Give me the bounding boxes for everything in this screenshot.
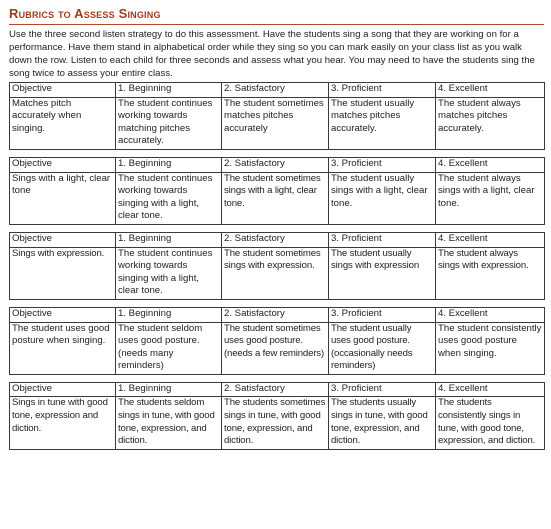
header-excellent: 4. Excellent (436, 307, 545, 322)
header-objective: Objective (10, 232, 116, 247)
excellent-cell: The student always sings with a light, clear tone. (436, 172, 545, 224)
excellent-cell: The student always matches pitches accurately. (436, 97, 545, 149)
rubric-table-posture (9, 307, 545, 375)
intro-paragraph: Use the three second listen strategy to do this assessment. Have the students sing a song that they are working on for a performance. Have them stand in alphabetical order while they sing so you can mark easily on your class list as you walk down the row. Listen to each child for three seconds and assess what you hear. You may need to have the students sing the song twice to assess your entire class. (9, 29, 535, 79)
header-objective: Objective (10, 382, 116, 397)
objective-cell: Matches pitch accurately when singing. (10, 97, 116, 149)
rubric-criteria-row (10, 172, 545, 224)
beginning-cell: The student continues working towards singing with a light, clear tone. (116, 172, 222, 224)
header-satisfactory: 2. Satisfactory (222, 382, 329, 397)
satisfactory-cell: The student sometimes matches pitches accurately (222, 97, 329, 149)
rubric-criteria-row (10, 97, 545, 149)
page-header (9, 6, 544, 25)
header-beginning: 1. Beginning (116, 382, 222, 397)
proficient-cell: The student usually matches pitches accurately. (329, 97, 436, 149)
satisfactory-cell: The student sometimes sings with expression. (222, 247, 329, 299)
rubric-table-tone (9, 157, 545, 225)
header-beginning: 1. Beginning (116, 157, 222, 172)
excellent-cell: The students consistently sings in tune, with good tone, expression, and diction. (436, 397, 545, 449)
proficient-cell: The students usually sings in tune, with good tone, expression, and diction. (329, 397, 436, 449)
rubric-header-row (10, 232, 545, 247)
header-beginning: 1. Beginning (116, 307, 222, 322)
rubric-table-pitch (9, 82, 545, 150)
objective-cell: Sings in tune with good tone, expression and diction. (10, 397, 116, 449)
header-excellent: 4. Excellent (436, 83, 545, 98)
proficient-cell: The student usually sings with a light, clear tone. (329, 172, 436, 224)
rubric-header-row (10, 83, 545, 98)
satisfactory-cell: The students sometimes sings in tune, with good tone, expression, and diction. (222, 397, 329, 449)
excellent-cell: The student always sings with expression. (436, 247, 545, 299)
rubric-page (9, 6, 544, 457)
header-proficient: 3. Proficient (329, 382, 436, 397)
header-proficient: 3. Proficient (329, 157, 436, 172)
objective-cell: The student uses good posture when singing. (10, 322, 116, 374)
header-excellent: 4. Excellent (436, 382, 545, 397)
header-excellent: 4. Excellent (436, 232, 545, 247)
header-excellent: 4. Excellent (436, 157, 545, 172)
beginning-cell: The student continues working towards singing with a light, clear tone. (116, 247, 222, 299)
rubric-table-overall (9, 382, 545, 450)
beginning-cell: The student continues working towards matching pitches accurately. (116, 97, 222, 149)
page-title: Rubrics to Assess Singing (9, 6, 161, 21)
header-satisfactory: 2. Satisfactory (222, 232, 329, 247)
excellent-cell: The student consistently uses good posture when singing. (436, 322, 545, 374)
objective-cell: Sings with a light, clear tone (10, 172, 116, 224)
header-objective: Objective (10, 83, 116, 98)
rubric-header-row (10, 382, 545, 397)
header-satisfactory: 2. Satisfactory (222, 157, 329, 172)
rubric-header-row (10, 157, 545, 172)
header-proficient: 3. Proficient (329, 232, 436, 247)
header-satisfactory: 2. Satisfactory (222, 307, 329, 322)
beginning-cell: The student seldom uses good posture. (needs many reminders) (116, 322, 222, 374)
rubric-criteria-row (10, 322, 545, 374)
header-objective: Objective (10, 157, 116, 172)
rubric-header-row (10, 307, 545, 322)
rubric-criteria-row (10, 247, 545, 299)
header-beginning: 1. Beginning (116, 83, 222, 98)
proficient-cell: The student usually sings with expression (329, 247, 436, 299)
proficient-cell: The student usually uses good posture. (occasionally needs reminders) (329, 322, 436, 374)
objective-cell: Sings with expression. (10, 247, 116, 299)
header-objective: Objective (10, 307, 116, 322)
header-beginning: 1. Beginning (116, 232, 222, 247)
header-satisfactory: 2. Satisfactory (222, 83, 329, 98)
satisfactory-cell: The student sometimes uses good posture. (needs a few reminders) (222, 322, 329, 374)
beginning-cell: The students seldom sings in tune, with good tone, expression, and diction. (116, 397, 222, 449)
rubric-table-expression (9, 232, 545, 300)
header-proficient: 3. Proficient (329, 307, 436, 322)
header-proficient: 3. Proficient (329, 83, 436, 98)
satisfactory-cell: The student sometimes sings with a light, clear tone. (222, 172, 329, 224)
rubric-criteria-row (10, 397, 545, 449)
